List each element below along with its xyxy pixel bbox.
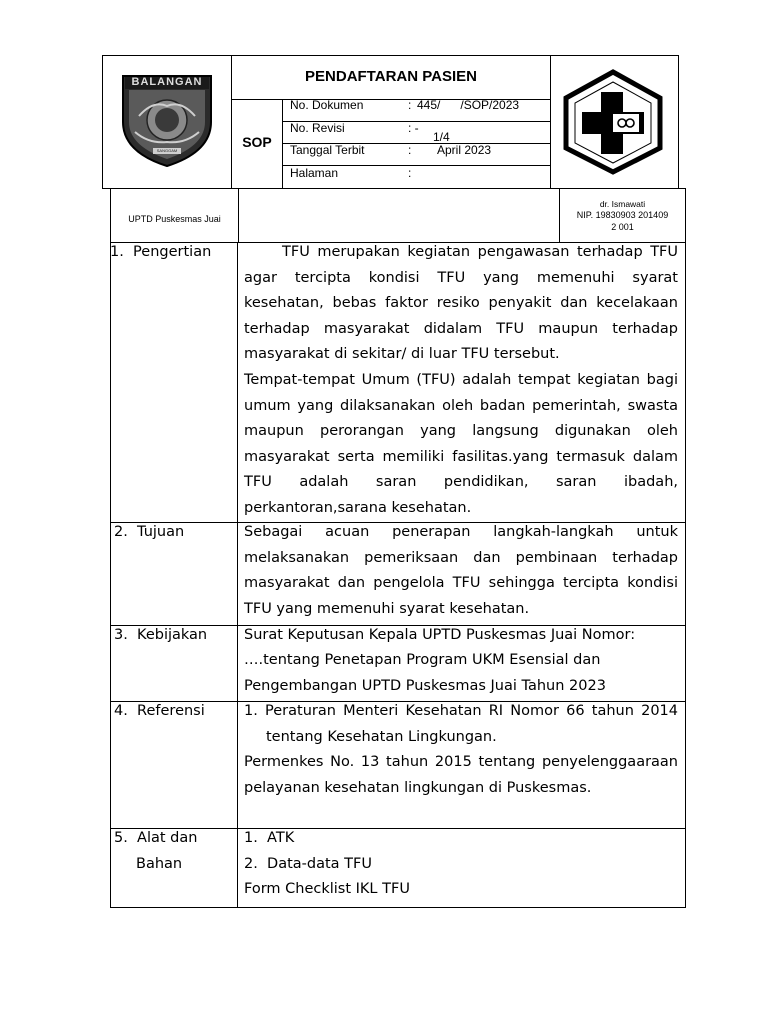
meta-value-doc-no: 445/ /SOP/2023 <box>417 98 520 112</box>
sop-label: SOP <box>242 134 272 150</box>
definition-paragraph-1: TFU merupakan kegiatan pengawasan terhadap TFU agar tercipta kondisi TFU yang memenuhi syarat kesehatan, bebas faktor resiko penyakit dan kecelakaan terhadap masyarakat didalam TFU maupun terhadap masyarakat di sekitar/ di luar TFU tersebut. <box>244 244 678 363</box>
meta-label-issue-date: Tanggal Terbit <box>290 143 365 157</box>
meta-label-doc-no: No. Dokumen <box>290 98 364 112</box>
purpose-paragraph: Sebagai acuan penerapan langkah-langkah untuk melaksanakan pemeriksaan dan pembinaan terhadap masyarakat dan pengelola TFU sehingga tercipta kondisi TFU yang memenuhi syarat kesehatan. <box>244 524 678 617</box>
reference-paragraph-2: Permenkes No. 13 tahun 2015 tentang penyelenggaaraan pelayanan kesehatan lingkungan di Puskesmas. <box>244 754 678 796</box>
meta-sep-page: : <box>408 166 412 180</box>
policy-line-1: Surat Keputusan Kepala UPTD Puskesmas Juai Nomor: <box>244 627 636 643</box>
section-label-definition: 1. Pengertian <box>110 244 212 260</box>
definition-paragraph-2: Tempat-tempat Umum (TFU) adalah tempat kegiatan bagi umum yang dilaksanakan oleh badan pemerintah, swasta maupun perorangan yang langsung digunakan oleh masyarakat serta memiliki fasilitas.yang termasuk dalam TFU adalah saran pendidikan, saran ibadah, perkantoran,sarana kesehatan. <box>244 371 678 516</box>
meta-label-revision: No. Revisi <box>290 121 345 135</box>
section-label-reference: 4. Referensi <box>114 703 205 719</box>
meta-label-page: Halaman <box>290 166 339 180</box>
regency-logo <box>119 70 215 170</box>
official-nip-line2: 2 001 <box>611 222 634 232</box>
tools-line-3: Form Checklist IKL TFU <box>244 881 410 897</box>
logo-top-text: BALANGAN <box>131 76 203 88</box>
meta-value-revision: 1/4 <box>433 130 450 144</box>
policy-line-2: ….tentang Penetapan Program UKM Esensial dan <box>244 652 601 668</box>
puskesmas-logo <box>560 68 666 176</box>
policy-line-3: Pengembangan UPTD Puskesmas Juai Tahun 2023 <box>244 678 606 694</box>
meta-value-issue-date: April 2023 <box>437 143 492 157</box>
meta-sep-revision: : - <box>408 121 419 135</box>
puskesmas-cross-icon <box>560 68 666 176</box>
meta-sep-doc-no: : <box>408 98 412 112</box>
tools-line-1: 1. ATK <box>244 830 295 846</box>
section-text-purpose <box>244 520 678 622</box>
meta-sep-issue-date: : <box>408 143 412 157</box>
official-nip-line1: NIP. 19830903 201409 <box>576 210 669 220</box>
section-label-tools-2: Bahan <box>136 856 183 872</box>
section-label-tools-1: 5. Alat dan <box>114 830 198 846</box>
section-label-purpose: 2. Tujuan <box>114 524 185 540</box>
section-text-definition <box>244 240 678 522</box>
section-text-reference <box>244 699 678 801</box>
logo-bottom-text: SANGGAM <box>156 148 178 153</box>
reference-item-1: 1. Peraturan Menteri Kesehatan RI Nomor 66 tahun 2014 tentang Kesehatan Lingkungan. <box>244 703 678 745</box>
organization-name: UPTD Puskesmas Juai <box>128 214 221 224</box>
section-label-policy: 3. Kebijakan <box>114 627 208 643</box>
column-divider <box>237 242 238 908</box>
document-title: PENDAFTARAN PASIEN <box>305 68 477 85</box>
official-name: dr. Ismawati <box>599 199 646 209</box>
tools-line-2: 2. Data-data TFU <box>244 856 372 872</box>
